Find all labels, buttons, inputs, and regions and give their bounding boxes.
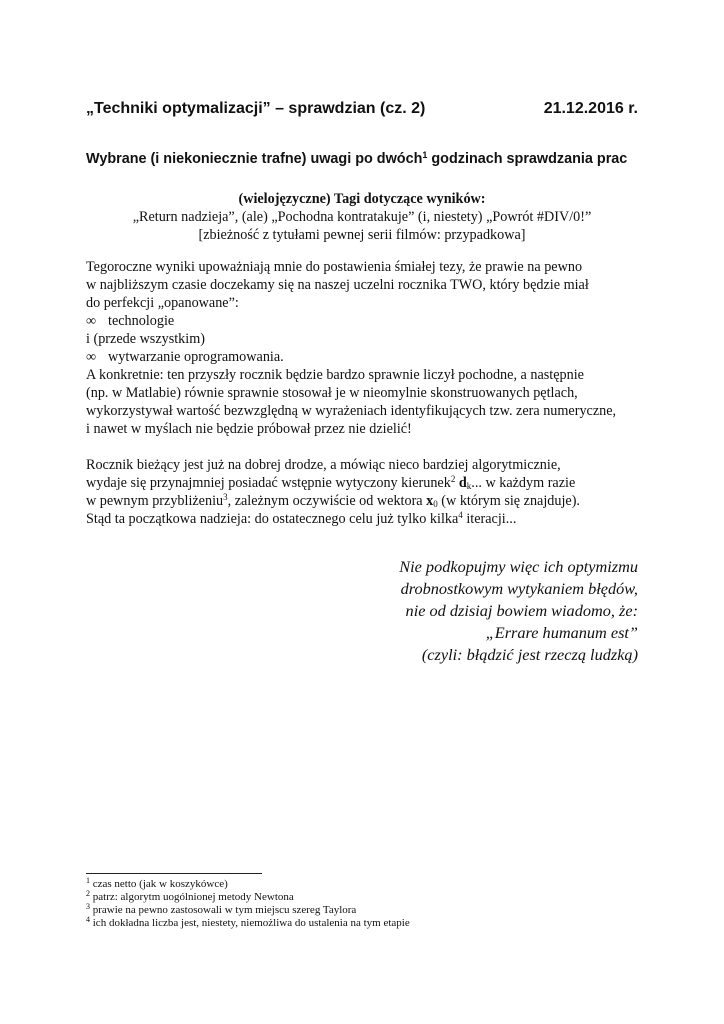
line-text: wydaje się przynajmniej posiadać wstępnie wytyczony kierunek xyxy=(86,475,451,491)
line-text: , zależnym oczywiście od wektora xyxy=(227,493,427,509)
document-date: 21.12.2016 r. xyxy=(543,100,638,117)
paragraph-line: do perfekcji „opanowane”: xyxy=(86,295,239,311)
document-header xyxy=(86,100,638,118)
footnote-text: ich dokładna liczba jest, niestety, niemożliwa do ustalenia na tym etapie xyxy=(92,917,410,929)
footnote-ref-3: 3 xyxy=(223,492,228,502)
quote-line: „Errare humanum est” xyxy=(485,623,638,642)
footnote-text: patrz: algorytm uogólnionej metody Newtona xyxy=(92,891,294,903)
paragraph-line: (np. w Matlabie) równie sprawnie stosował je w nieomylnie skonstruowanych pętlach, xyxy=(86,385,578,401)
tags-line: „Return nadzieja”, (ale) „Pochodna kontratakuje” (i, niestety) „Powrót #DIV/0!” xyxy=(132,209,592,225)
paragraph-line: Tegoroczne wyniki upoważniają mnie do postawienia śmiałej tezy, że prawie na pewno xyxy=(86,259,583,275)
footnote-item xyxy=(86,917,410,930)
footnote-ref-2: 2 xyxy=(450,474,456,484)
line-text: Stąd ta początkowa nadzieja: do ostatecznego celu już tylko kilka xyxy=(86,511,459,527)
tags-heading: (wielojęzyczne) Tagi dotyczące wyników: xyxy=(238,191,486,207)
footnote-text: czas netto (jak w koszykówce) xyxy=(92,878,228,890)
document-title: „Techniki optymalizacji” – sprawdzian (cz. 2) xyxy=(86,100,426,117)
quote-line: Nie podkopujmy więc ich optymizmu xyxy=(399,557,638,576)
subtitle-text: Wybrane (i niekoniecznie trafne) uwagi po dwóch xyxy=(86,151,423,167)
document-subtitle xyxy=(86,151,646,167)
paragraph-line: wykorzystywał wartość bezwzględną w wyrażeniach identyfikujących tzw. zera numeryczne, xyxy=(86,403,617,419)
bullet-item-1 xyxy=(86,312,646,330)
footnote-number: 3 xyxy=(86,902,90,911)
paragraph-1 xyxy=(86,258,646,438)
line-text: w pewnym przybliżeniu xyxy=(86,493,224,509)
footnote-item xyxy=(86,878,410,891)
footnote-number: 2 xyxy=(86,889,90,898)
paragraph-line: Rocznik bieżący jest już na dobrej drodze, a mówiąc nieco bardziej algorytmicznie, xyxy=(86,457,561,473)
paragraph-2 xyxy=(86,456,646,528)
footnotes xyxy=(86,878,410,930)
subscript-0: 0 xyxy=(433,499,438,509)
paragraph-line xyxy=(86,474,646,492)
infinity-bullet-icon: ∞ xyxy=(86,349,97,365)
paragraph-line xyxy=(86,510,646,528)
paragraph-line: i nawet w myślach nie będzie próbował przez nie dzielić! xyxy=(86,421,412,437)
tags-note: [zbieżność z tytułami pewnej serii filmów: przypadkowa] xyxy=(198,227,526,243)
footnote-number: 1 xyxy=(86,876,90,885)
infinity-bullet-icon: ∞ xyxy=(86,313,97,329)
vector-d: d xyxy=(458,475,467,491)
quote-line: (czyli: błądzić jest rzeczą ludzką) xyxy=(421,645,638,664)
footnote-number: 4 xyxy=(86,915,90,924)
footnote-ref-4: 4 xyxy=(458,510,463,520)
paragraph-line xyxy=(86,492,646,510)
quote-line: nie od dzisiaj bowiem wiadomo, że: xyxy=(405,601,638,620)
bullet-text: wytwarzanie oprogramowania. xyxy=(108,349,284,365)
closing-quote xyxy=(399,556,638,666)
tags-block xyxy=(86,190,638,244)
paragraph-line: i (przede wszystkim) xyxy=(86,331,205,347)
paragraph-line: w najbliższym czasie doczekamy się na naszej uczelni rocznika TWO, który będzie miał xyxy=(86,277,589,293)
line-text: iteracji... xyxy=(462,511,517,527)
footnote-ref-1: 1 xyxy=(422,150,428,160)
footnote-item xyxy=(86,891,410,904)
footnote-divider xyxy=(86,873,262,874)
quote-line: drobnostkowym wytykaniem błędów, xyxy=(400,579,638,598)
bullet-item-2 xyxy=(86,348,646,366)
footnote-item xyxy=(86,904,410,917)
paragraph-line: A konkretnie: ten przyszły rocznik będzie bardzo sprawnie liczył pochodne, a następnie xyxy=(86,367,584,383)
subscript-k: k xyxy=(466,481,472,491)
vector-x: x xyxy=(426,493,434,509)
bullet-text: technologie xyxy=(108,313,175,329)
line-text: (w którym się znajduje). xyxy=(437,493,580,509)
footnote-text: prawie na pewno zastosowali w tym miejscu szereg Taylora xyxy=(92,904,357,916)
line-text: ... w każdym razie xyxy=(471,475,576,491)
subtitle-text-after: godzinach sprawdzania prac xyxy=(427,151,628,167)
